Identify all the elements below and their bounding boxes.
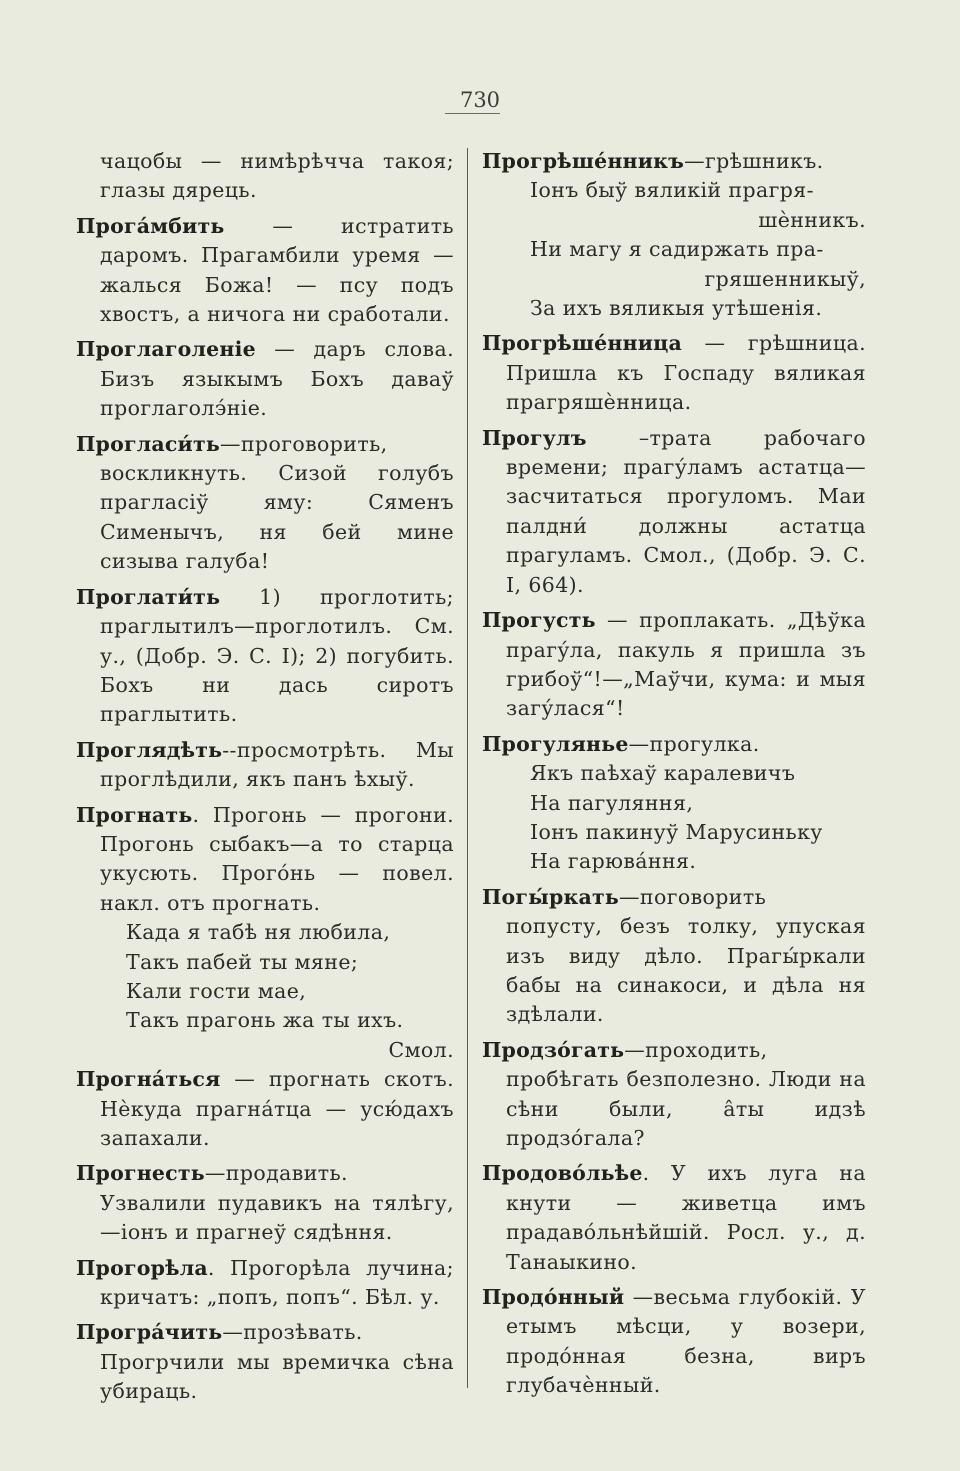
headword: Прогласи́ть	[76, 431, 220, 456]
entry-progreshennitsa	[482, 329, 866, 417]
definition: — проплакать. „Дѣўка прагу́ла, пакуль я пришла зъ грибоў“!—„Маўчи, кума: и мыя загу́лася“!	[506, 608, 866, 721]
left-column	[76, 147, 454, 1413]
entry-progambit	[76, 212, 454, 330]
entry-progulianie	[482, 730, 866, 759]
entry-pogyrkat	[482, 883, 866, 1030]
entry-prognat	[76, 801, 454, 919]
verse-block	[482, 759, 866, 877]
headword: Прогнесть	[76, 1161, 205, 1186]
definition: --просмотрѣть. Мы проглѣдили, якъ панъ ѣхыў.	[100, 737, 454, 792]
headword: Прогорѣла	[76, 1255, 208, 1280]
entry-progust	[482, 606, 866, 724]
definition: —весьма глубокій. У етымъ мѣсци, у возери, продо́нная безна, виръ глубачѐнный.	[506, 1285, 866, 1398]
definition: —проходить, пробѣгать безполезно. Люди на сѣни были, а̂ты идзѣ продзо́гала?	[506, 1037, 866, 1150]
headword: Прогусть	[482, 608, 596, 633]
verse-line: Ни магу я садиржать пра-	[530, 237, 824, 262]
entry-prograchit	[76, 1318, 454, 1406]
entry-proglagolenie	[76, 335, 454, 423]
headword: Прогрѣше́нница	[482, 331, 682, 356]
verse-line: На пагуляння,	[530, 790, 694, 815]
verse-block	[482, 176, 866, 323]
definition: . Прогорѣла лучина; кричатъ: „попъ, попъ“. Бѣл. у.	[100, 1255, 454, 1310]
headword: Прогнать	[76, 802, 193, 827]
entry-prodzogat	[482, 1036, 866, 1154]
definition: —поговорить попусту, безъ толку, упуская изъ виду дѣло. Прагы́ркали бабы на синакоси, и дѣла ня здѣлали.	[506, 884, 866, 1027]
verse-line: Якъ паѣхаў каралевичъ	[530, 761, 796, 786]
entry-proglasit	[76, 430, 454, 577]
verse-line: Такъ пабей ты мяне;	[126, 949, 359, 974]
page-number: 730	[459, 88, 501, 112]
definition: —прозѣвать. Прогрчили мы времичка сѣна убираць.	[100, 1320, 454, 1404]
verse-line: За ихъ вяликыя утѣшенія.	[530, 296, 823, 321]
definition: 1) проглотить; праглытилъ—проглотилъ. См. у., (Добр. Э. С. I); 2) погубить. Бохъ ни дась сиротъ праглытить.	[100, 584, 454, 727]
headword: Проглати́ть	[76, 584, 221, 609]
entry-progul	[482, 424, 866, 600]
right-column	[482, 147, 866, 1407]
definition: . Прогонь — прогони. Прогонь сыбакъ—а то старца укусють. Прого́нь — повел. накл. отъ прогнать.	[100, 802, 454, 915]
definition: — грѣшница. Пришла къ Госпаду вяликая прагряшѐнница.	[506, 331, 866, 415]
entry-progorela	[76, 1254, 454, 1313]
definition: —грѣшникъ.	[684, 149, 824, 173]
entry-prognest	[76, 1159, 454, 1247]
headword: Прогулянье	[482, 731, 629, 756]
definition: —проговорить, воскликнуть. Сизой голубъ прагласіў яму: Сяменъ Сименычъ, ня бей мине сизыва галуба!	[100, 431, 454, 574]
headword: Проглядѣть	[76, 737, 223, 762]
headword: Прогна́ться	[76, 1067, 221, 1092]
headword: Продо́нный	[482, 1285, 625, 1310]
headword: Погы́ркать	[482, 884, 619, 909]
definition: —продавить. Узвалили пудавикъ на тялѣгу,—іонъ и прагнеў сядѣння.	[100, 1161, 454, 1245]
entry-prodonnyi	[482, 1283, 866, 1401]
headword: Продзо́гать	[482, 1037, 625, 1062]
entry-progliadet	[76, 736, 454, 795]
verse-line: Кали гости мае,	[126, 978, 307, 1003]
verse-line: Када я табѣ ня любила,	[126, 920, 391, 945]
headword: Прога́мбить	[76, 213, 225, 238]
definition: —прогулка.	[628, 731, 760, 756]
definition: — даръ слова. Бизъ языкымъ Бохъ даваў проглаголэ́ніе.	[100, 337, 454, 421]
column-divider	[467, 148, 468, 1388]
entry-prodovolie	[482, 1159, 866, 1277]
definition: — прогнать скотъ. Нѐкуда прагна́тца — усю́дахъ запахали.	[100, 1067, 454, 1150]
headword: Проглаголеніе	[76, 337, 256, 362]
verse-line: Іонъ пакинуў Марусиньку	[530, 819, 823, 844]
verse-line: гряшенникыў,	[704, 266, 866, 291]
definition: — истратить даромъ. Прагамбили уремя — жалься Божа! — псу подъ хвостъ, а ничога ни сработали.	[100, 213, 454, 327]
definition: . У ихъ луга на кнути — живетца имъ прадаво́льнѣйшій. Росл. у., д. Танаыкино.	[506, 1161, 866, 1274]
verse-line: Такъ прагонь жа ты ихъ.	[126, 1008, 404, 1033]
entry-proglatit	[76, 583, 454, 730]
verse-line: На гарюва́ння.	[530, 849, 697, 874]
verse-line: шѐнникъ.	[758, 207, 866, 232]
entry-prognatsia	[76, 1065, 454, 1153]
definition: –трата рабочаго времени; прагу́ламъ астатца—засчитаться прогуломъ. Маи палдни́ должны астатца прагуламъ. Смол., (Добр. Э. С. I, 664).	[506, 425, 866, 597]
headword: Програ́чить	[76, 1320, 223, 1345]
headword: Продово́льѣе	[482, 1161, 643, 1186]
entry-progreshennik	[482, 147, 866, 176]
page-number-rule	[445, 113, 500, 114]
verse-block	[76, 918, 454, 1065]
continuation-text: чацобы — нимѣрѣчча такоя; глазы дярець.	[100, 149, 454, 203]
headword: Прогулъ	[482, 425, 587, 450]
headword: Прогрѣше́нникъ	[482, 149, 685, 173]
verse-line: Іонъ быў вяликій прагря-	[530, 178, 814, 203]
source-note: Смол.	[388, 1037, 454, 1062]
